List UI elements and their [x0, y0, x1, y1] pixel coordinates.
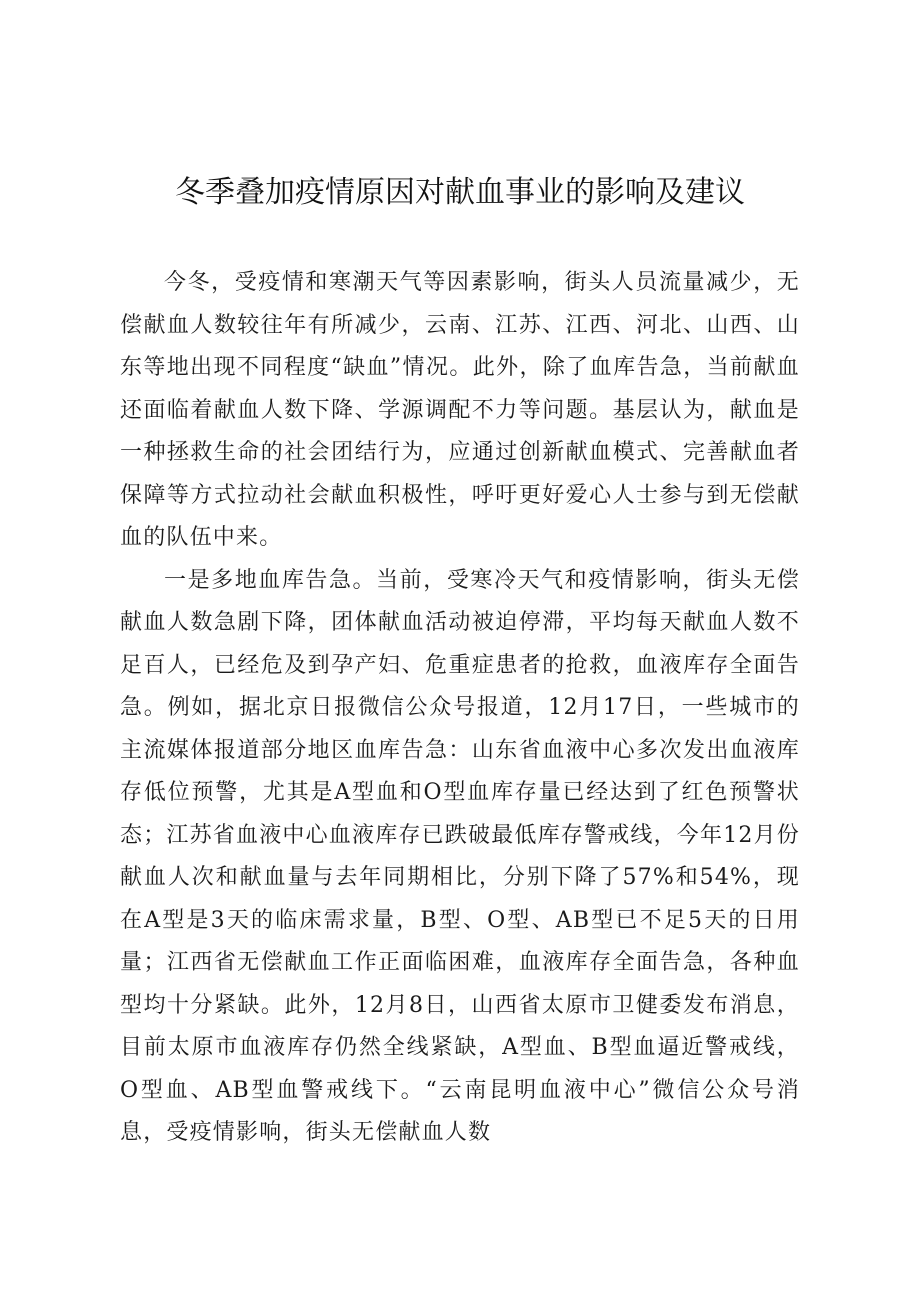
- document-body: [120, 262, 800, 1155]
- document-title: 冬季叠加疫情原因对献血事业的影响及建议: [175, 175, 745, 210]
- paragraph-intro: 今冬，受疫情和寒潮天气等因素影响，街头人员流量减少，无偿献血人数较往年有所减少，云南、江苏、江西、河北、山西、山东等地出现不同程度“缺血”情况。此外，除了血库告急，当前献血还面临着献血人数下降、学源调配不力等问题。基层认为，献血是一种拯救生命的社会团结行为，应通过创新献血模式、完善献血者保障等方式拉动社会献血积极性，呼吁更好爱心人士参与到无偿献血的队伍中来。: [120, 270, 800, 550]
- paragraph-blood-bank-alert: 一是多地血库告急。当前，受寒冷天气和疫情影响，街头无偿献血人数急剧下降，团体献血活动被迫停滞，平均每天献血人数不足百人，已经危及到孕产妇、危重症患者的抢救，血液库存全面告急。例如，据北京日报微信公众号报道，12月17日，一些城市的主流媒体报道部分地区血库告急：山东省血液中心多次发出血液库存低位预警，尤其是A型血和O型血库存量已经达到了红色预警状态；江苏省血液中心血液库存已跌破最低库存警戒线，今年12月份献血人次和献血量与去年同期相比，分别下降了57%和54%，现在A型是3天的临床需求量，B型、O型、AB型已不足5天的日用量；江西省无偿献血工作正面临困难，血液库存全面告急，各种血型均十分紧缺。此外，12月8日，山西省太原市卫健委发布消息，目前太原市血液库存仍然全线紧缺，A型血、B型血逼近警戒线，O型血、AB型血警戒线下。“云南昆明血液中心”微信公众号消息，受疫情影响，街头无偿献血人数: [120, 567, 800, 1145]
